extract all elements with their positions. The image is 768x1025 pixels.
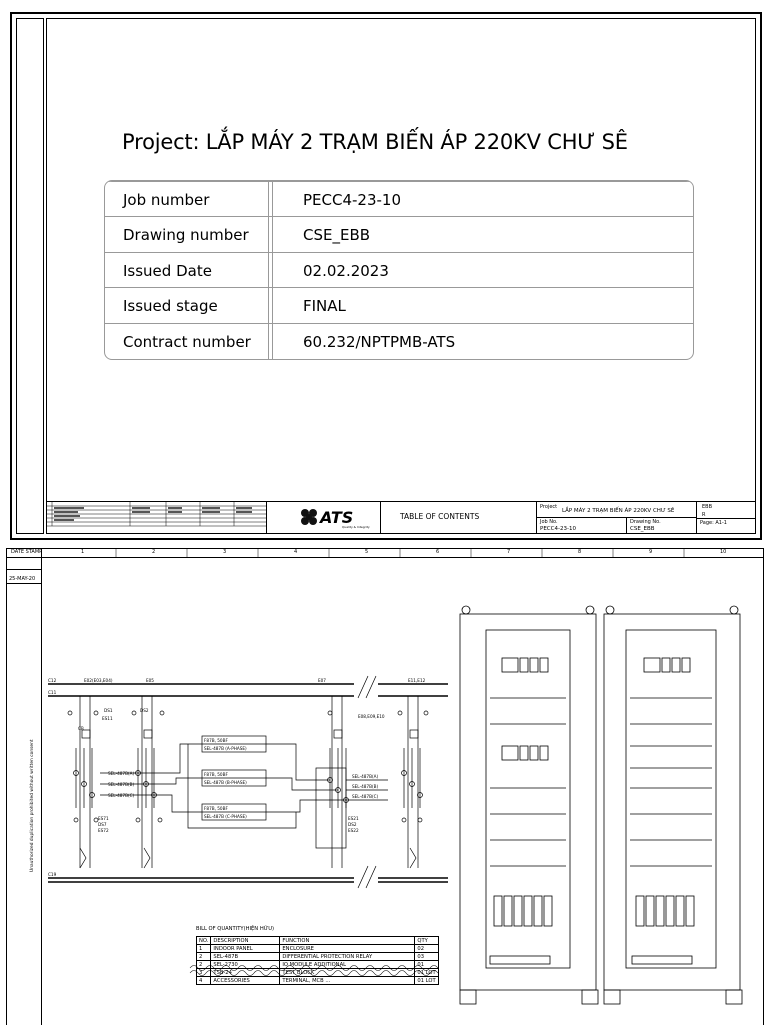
info-label: Contract number bbox=[123, 333, 251, 351]
rev-code: EBB bbox=[702, 504, 713, 510]
boq-cell: TEST BLOCK bbox=[280, 969, 415, 977]
ct-label: SEL-487B(A) bbox=[352, 774, 379, 779]
title-block bbox=[46, 501, 756, 534]
boq-header-cell: FUNCTION bbox=[280, 937, 415, 945]
info-value: CSE_EBB bbox=[303, 226, 371, 244]
boq-cell: 03 bbox=[415, 953, 438, 961]
revision-table bbox=[46, 502, 266, 534]
boq-cell: DIFFERENTIAL PROTECTION RELAY bbox=[280, 953, 415, 961]
boq-cell: SEL-2730 bbox=[211, 961, 280, 969]
drawing-no-label: Drawing No. bbox=[630, 519, 661, 525]
boq-cell: 2 bbox=[197, 961, 211, 969]
boq-cell: IO MODULE ADDITIONAL bbox=[280, 961, 415, 969]
revision-cloud bbox=[188, 963, 448, 977]
boq-cell: 2 bbox=[197, 953, 211, 961]
ct-label: SEL-487B(C) bbox=[108, 793, 135, 798]
project-short: LẮP MÁY 2 TRẠM BIẾN ÁP 220KV CHƯ SÊ bbox=[562, 508, 675, 514]
info-label: Issued Date bbox=[123, 262, 212, 280]
info-label: Drawing number bbox=[123, 226, 249, 244]
column-number: 5 bbox=[365, 549, 369, 555]
left-margin-strip bbox=[16, 18, 44, 534]
column-number: 10 bbox=[720, 549, 727, 555]
boq-cell: TSB-24 bbox=[211, 969, 280, 977]
switch-label: ES21 bbox=[348, 816, 359, 821]
boq-cell: TERMINAL, MCB ... bbox=[280, 977, 415, 985]
bay-2 bbox=[132, 696, 164, 868]
ct-label: SEL-487B(C) bbox=[352, 794, 379, 799]
boq-row bbox=[197, 977, 439, 985]
switch-label: ES71 bbox=[98, 816, 109, 821]
project-label: Project bbox=[540, 504, 558, 510]
switch-label: ES11 bbox=[102, 716, 113, 721]
ats-logo-icon bbox=[298, 507, 320, 529]
logo-tagline: Quality & Integrity bbox=[342, 525, 370, 529]
logo-text: ATS bbox=[320, 508, 354, 527]
boq-header-row bbox=[197, 937, 439, 945]
date-stamp: 25-MAY-20 bbox=[9, 576, 36, 582]
ct-label: SEL-487B(B) bbox=[108, 782, 135, 787]
ats-logo bbox=[298, 506, 378, 530]
revision-grid bbox=[46, 502, 266, 534]
info-row bbox=[105, 181, 693, 217]
boq-cell: 02 bbox=[415, 945, 438, 953]
boq-cell: 01 LOT bbox=[415, 977, 438, 985]
ct-label: SEL-487B(A) bbox=[108, 771, 135, 776]
switch-label: ES22 bbox=[348, 828, 359, 833]
panel-elevation-1 bbox=[460, 606, 598, 1004]
boq-cell: 4 bbox=[197, 977, 211, 985]
boq-header-cell: QTY bbox=[415, 937, 438, 945]
boq-title: BILL OF QUANTITY(HIỆN HỮU) bbox=[196, 926, 275, 932]
bay-label: E05 bbox=[146, 678, 154, 683]
job-no-label: Job No. bbox=[540, 519, 558, 525]
boq-cell: 3 bbox=[197, 969, 211, 977]
bay-label: E08,E09,E10 bbox=[358, 714, 385, 719]
copyright-note: Unauthorized duplication prohibited without written consent bbox=[30, 739, 35, 872]
boq-cell: 01 bbox=[415, 961, 438, 969]
sheet-title: TABLE OF CONTENTS bbox=[400, 512, 480, 521]
bus-label: C11 bbox=[48, 690, 57, 695]
boq-row bbox=[197, 945, 439, 953]
boq-cell: 1 bbox=[197, 945, 211, 953]
boq-cell: INDOOR PANEL bbox=[211, 945, 280, 953]
switch-label: DS2 bbox=[140, 708, 149, 713]
panel-elevation-2 bbox=[604, 606, 742, 1004]
bay-label: E11,E12 bbox=[408, 678, 426, 683]
page-number: Page: A1-1 bbox=[700, 520, 727, 526]
relay-model: SEL-487B (B-PHASE) bbox=[204, 780, 247, 785]
switch-label: CB bbox=[78, 726, 84, 731]
bay-1 bbox=[68, 696, 98, 868]
info-value: 02.02.2023 bbox=[303, 262, 389, 280]
relay-model: SEL-487B (A-PHASE) bbox=[204, 746, 247, 751]
column-number: 6 bbox=[436, 549, 440, 555]
date-stamp-label: DATE STAMP bbox=[11, 549, 43, 555]
info-label: Job number bbox=[123, 191, 210, 209]
relay-model: SEL-487B (C-PHASE) bbox=[204, 814, 247, 819]
switch-label: DS2 bbox=[348, 822, 357, 827]
column-number: 9 bbox=[649, 549, 653, 555]
column-number: 3 bbox=[223, 549, 227, 555]
relay-function: F87B, 50BF bbox=[204, 738, 228, 743]
info-row bbox=[105, 323, 693, 359]
info-label: Issued stage bbox=[123, 297, 218, 315]
rev-letter: R bbox=[702, 512, 706, 518]
bay-4 bbox=[398, 696, 428, 868]
info-value: 60.232/NPTPMB-ATS bbox=[303, 333, 456, 351]
info-row bbox=[105, 216, 693, 252]
project-info-table bbox=[104, 180, 694, 360]
bus-label: C19 bbox=[48, 872, 57, 877]
switch-label: DS7 bbox=[98, 822, 107, 827]
info-row bbox=[105, 287, 693, 323]
boq-cell: ENCLOSURE bbox=[280, 945, 415, 953]
boq-cell: SEL-487B bbox=[211, 953, 280, 961]
boq-cell: ACCESSORIES bbox=[211, 977, 280, 985]
column-number: 7 bbox=[507, 549, 511, 555]
column-number: 1 bbox=[81, 549, 85, 555]
boq-table bbox=[196, 936, 439, 985]
switch-label: DS1 bbox=[104, 708, 113, 713]
bay-label: E07 bbox=[318, 678, 326, 683]
relay-function: F87B, 50BF bbox=[204, 772, 228, 777]
column-number: 4 bbox=[294, 549, 298, 555]
bay-3 bbox=[316, 696, 349, 868]
bay-label: E02(E03,E04) bbox=[84, 678, 113, 683]
ct-label: SEL-487B(B) bbox=[352, 784, 379, 789]
job-no-value: PECC4-23-10 bbox=[540, 526, 576, 532]
column-number: 2 bbox=[152, 549, 156, 555]
switch-label: ES72 bbox=[98, 828, 109, 833]
info-value: PECC4-23-10 bbox=[303, 191, 402, 209]
cover-sheet bbox=[10, 12, 762, 540]
info-value: FINAL bbox=[303, 297, 346, 315]
boq-header-cell: DESCRIPTION bbox=[211, 937, 280, 945]
info-row bbox=[105, 252, 693, 288]
boq-cell: 01 LOT bbox=[415, 969, 438, 977]
project-title: Project: LẮP MÁY 2 TRẠM BIẾN ÁP 220KV CHƯ SÊ bbox=[122, 130, 628, 154]
drawing-no-value: CSE_EBB bbox=[630, 526, 655, 532]
boq-row bbox=[197, 953, 439, 961]
boq-header-cell: NO. bbox=[197, 937, 211, 945]
relay-function: F87B, 50BF bbox=[204, 806, 228, 811]
bus-label: C12 bbox=[48, 678, 57, 683]
column-number: 8 bbox=[578, 549, 582, 555]
